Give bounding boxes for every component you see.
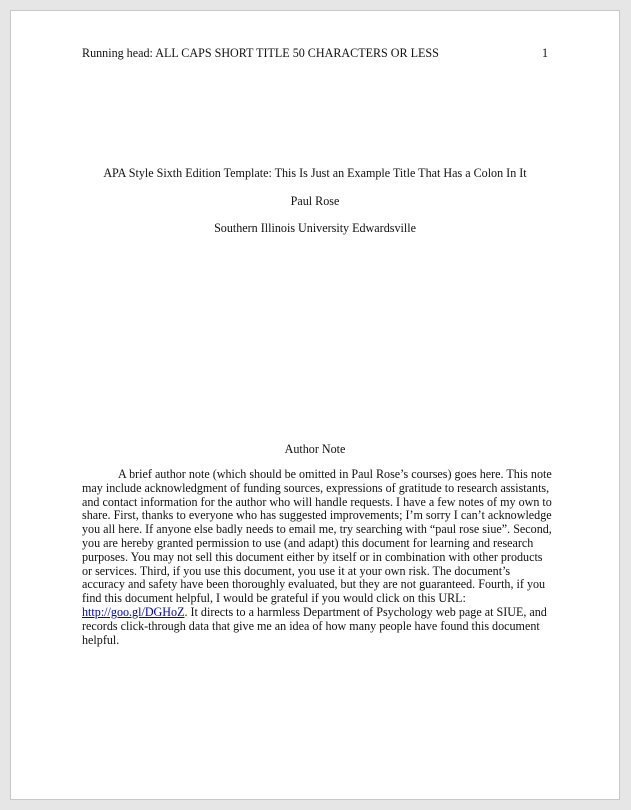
document-page [10, 10, 620, 800]
author-note-line: A brief author note (which should be omitted in Paul Rose’s courses) goes here. This note [118, 467, 552, 481]
author-note-line: purposes. You may not sell this document either by itself or in combination with other products [82, 549, 543, 564]
author-note-heading: Author Note [284, 442, 346, 456]
page-header [82, 46, 548, 62]
paper-title: APA Style Sixth Edition Template: This Is Just an Example Title That Has a Colon In It [103, 166, 527, 180]
author-note-line-text: . It directs to a harmless Department of Psychology web page at SIUE, and [184, 604, 547, 619]
author-note-line: or services. Third, if you use this document, you use it at your own risk. The document’s [82, 563, 511, 578]
author-note-link-line [82, 606, 548, 620]
author-note-section [82, 441, 552, 647]
author-note-line: may include acknowledgment of funding sources, expressions of gratitude to research assistants, [82, 480, 550, 495]
author-note-line: you are hereby granted permission to use (and adapt) this document for learning and research [82, 535, 534, 550]
running-head: Running head: ALL CAPS SHORT TITLE 50 CHARACTERS OR LESS [82, 46, 439, 60]
author-note-body [82, 467, 552, 647]
affiliation: Southern Illinois University Edwardsville [214, 221, 416, 235]
author-name: Paul Rose [290, 193, 340, 208]
author-note-line: and contact information for the author who will handle requests. I have a few notes of my own to [82, 494, 552, 509]
author-note-line: you all here. If anyone else badly needs to email me, try searching with “paul rose siue”. Second, [82, 522, 552, 537]
page-number: 1 [541, 46, 548, 60]
url-link[interactable]: http://goo.gl/DGHoZ [82, 604, 185, 619]
author-note-line: helpful. [82, 632, 120, 647]
title-block [82, 165, 548, 248]
author-note-line: accuracy and safety have been thoroughly evaluated, but they are not guaranteed. Fourth, if you [82, 577, 546, 592]
author-note-line: find this document helpful, I would be grateful if you would click on this URL: [82, 591, 466, 606]
author-note-line: records click-through data that give me an idea of how many people have found this document [82, 618, 540, 633]
author-note-line: share. First, thanks to everyone who has suggested improvements; I’m sorry I can’t acknowledge [82, 508, 552, 523]
